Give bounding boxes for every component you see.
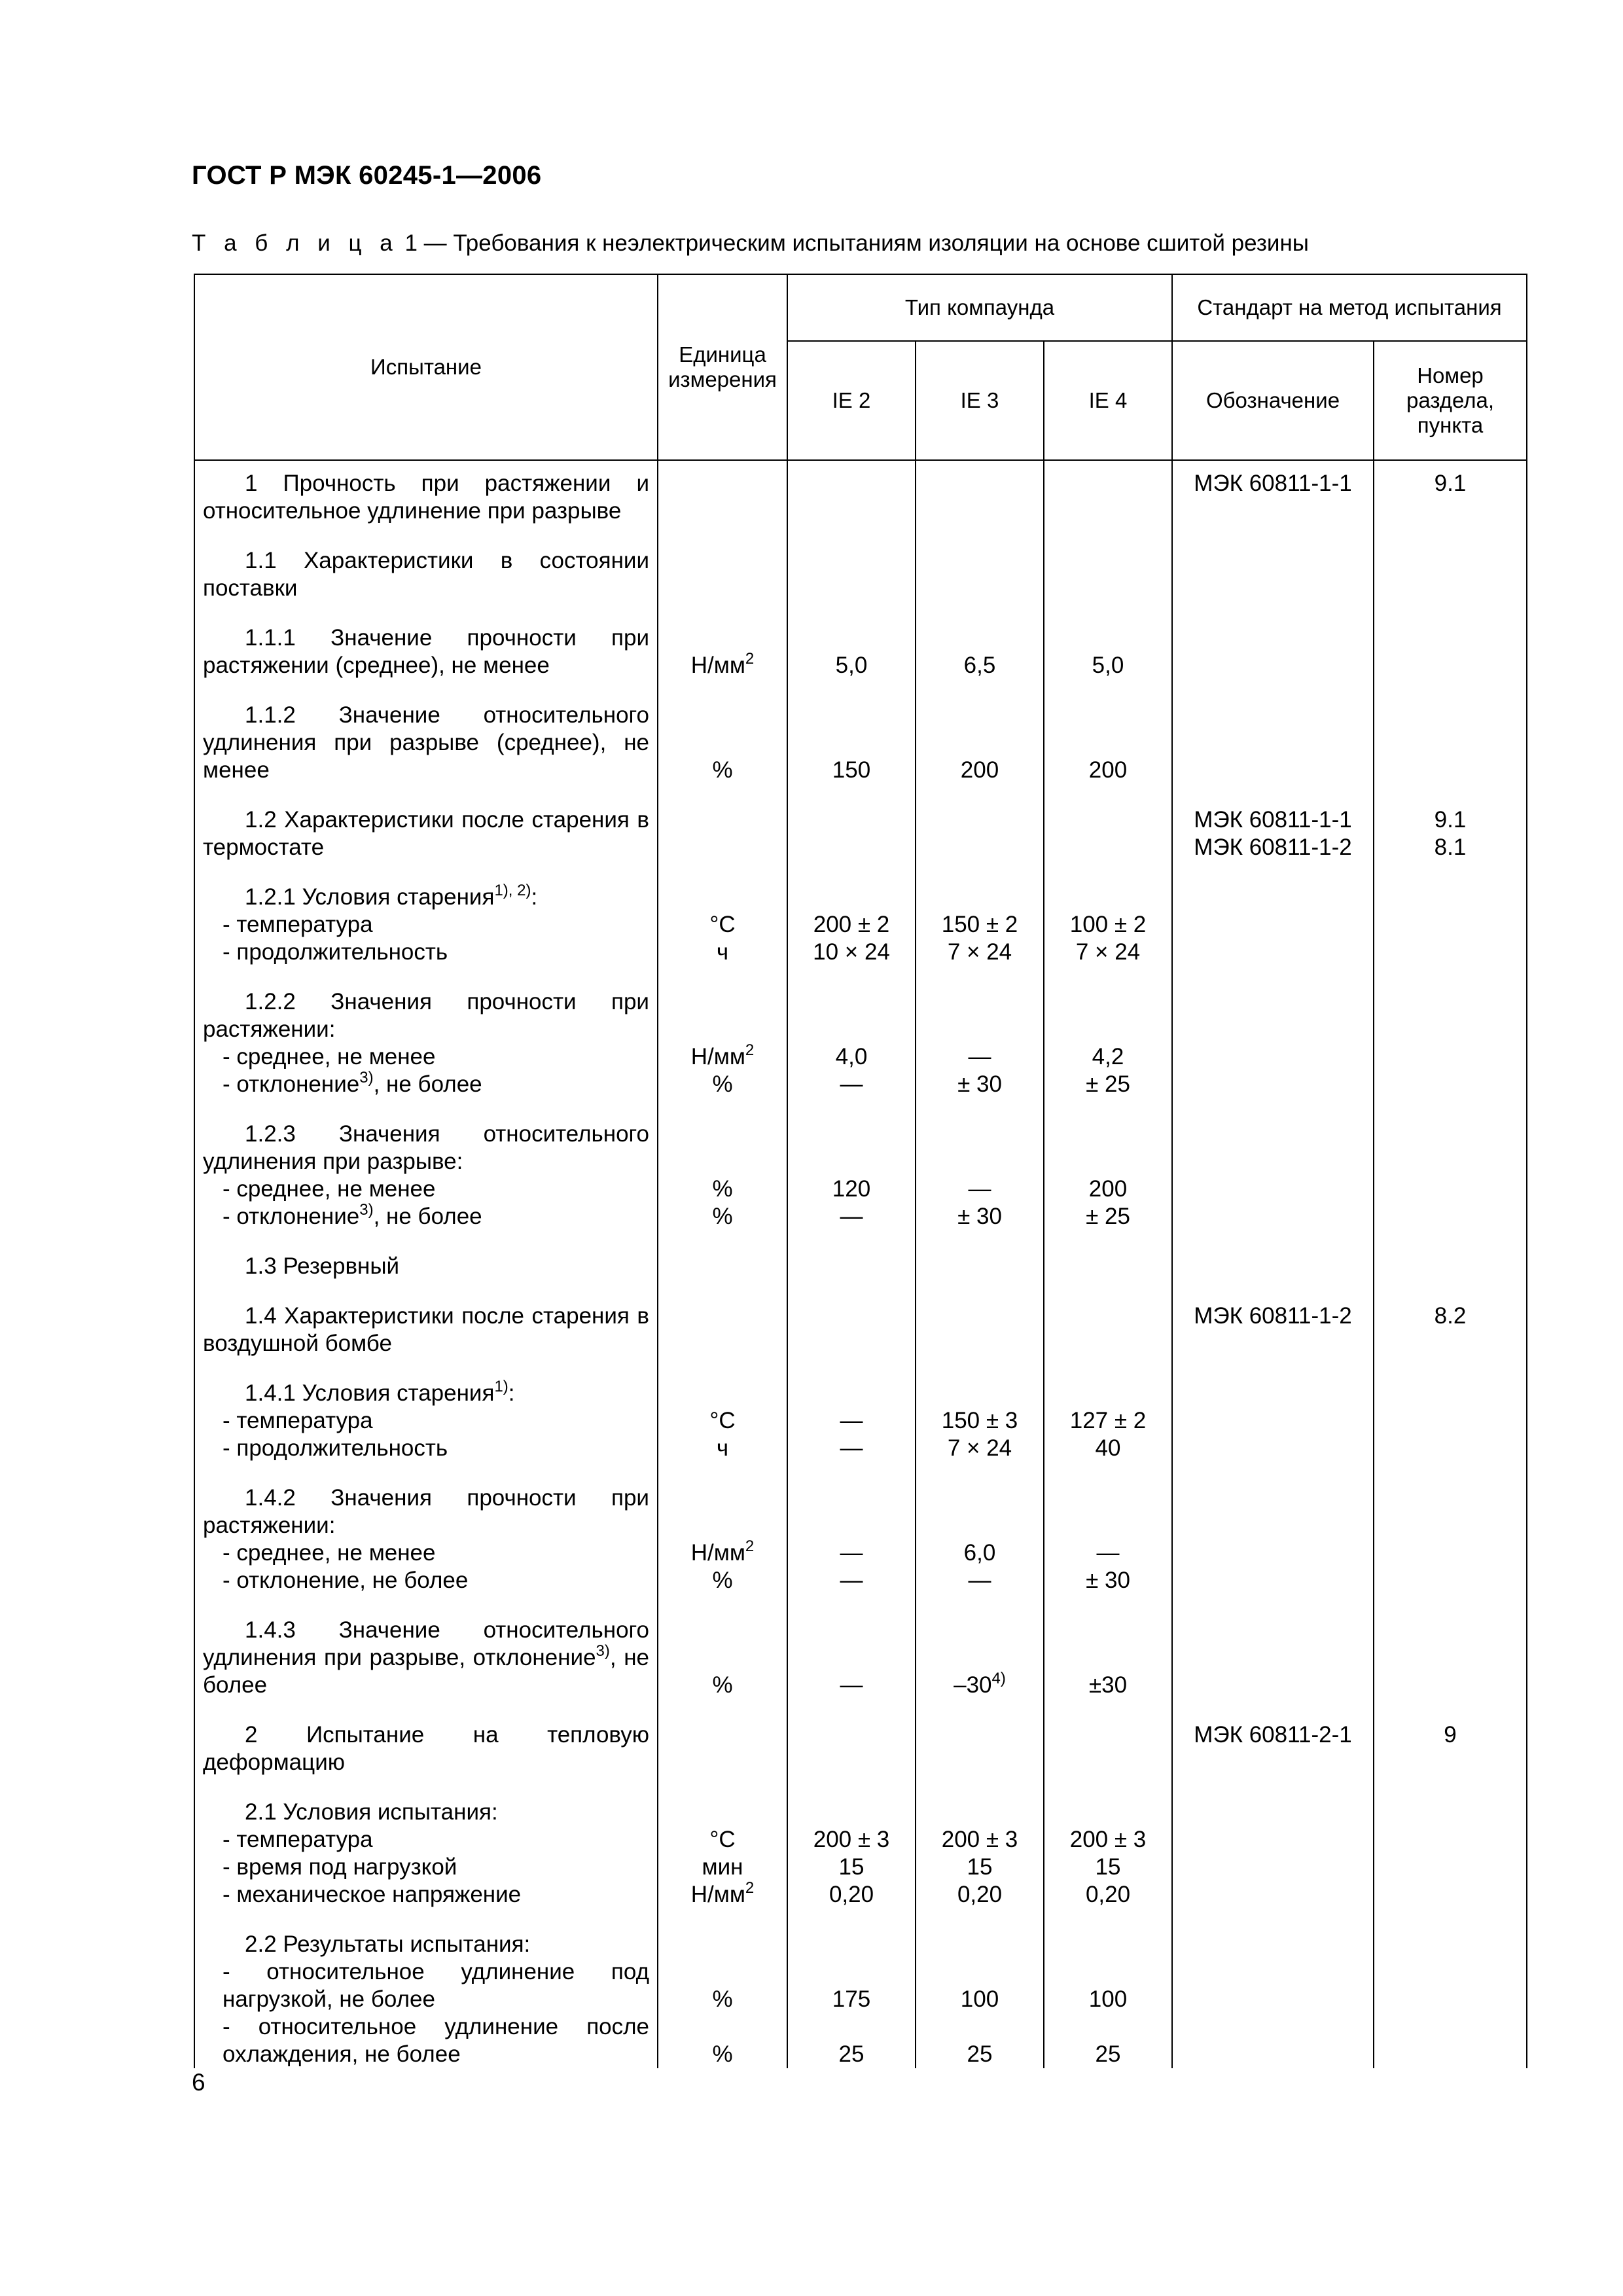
- table-row: 1 Прочность при растяжении и относительное удлинение при разрыве МЭК 60811-1-1 9.1: [194, 460, 1527, 525]
- table-caption-prefix: Т а б л и ц а: [192, 230, 399, 256]
- table-row: 1.2 Характеристики после старения в термостате МЭК 60811-1-1 МЭК 60811-1-2 9.1 8.1: [194, 784, 1527, 861]
- header-section: Номер раздела, пункта: [1374, 341, 1527, 460]
- header-ie4: IE 4: [1044, 341, 1172, 460]
- table-row: 2 Испытание на тепловую деформацию МЭК 60811-2-1 9: [194, 1699, 1527, 1776]
- table-caption: [192, 230, 1309, 257]
- table-row: 2.1 Условия испытания: - температура - время под нагрузкой - механическое напряжение °C мин $Н/мм^2$ 200 ± 3 15 0,20 200 ± 3 15 0,20 200 ± 3 15 0,20: [194, 1776, 1527, 1909]
- table-row: 1.3 Резервный: [194, 1230, 1527, 1280]
- document-header: ГОСТ Р МЭК 60245-1—2006: [192, 161, 542, 190]
- table-row: 1.1 Характеристики в состоянии поставки: [194, 525, 1527, 602]
- header-test: Испытание: [194, 274, 658, 460]
- table-row: 1.4.2 Значения прочности при растяжении: - среднее, не менее - отклонение, не более $Н/мм^2$ % — — 6,0 — — ± 30: [194, 1462, 1527, 1594]
- table-row: 1.4 Характеристики после старения в воздушной бомбе МЭК 60811-1-2 8.2: [194, 1280, 1527, 1357]
- table-row: 1.2.1 Условия старения$^{1), 2)}$: - температура - продолжительность °C ч 200 ± 2 10 × 24 150 ± 2 7 × 24 100 ± 2 7 × 24: [194, 861, 1527, 966]
- page-number: 6: [192, 2069, 205, 2096]
- table-row: 1.2.3 Значения относительного удлинения при разрыве: - среднее, не менее - отклонение$^{3)}$, не более % % 120 — — ± 30 200 ± 25: [194, 1098, 1527, 1230]
- table-caption-number: 1: [404, 230, 418, 256]
- header-standard: Стандарт на метод испытания: [1172, 274, 1527, 341]
- table-row: 1.4.3 Значение относительного удлинения при разрыве, отклонение$^{3)}$, не более % — –30$^{4)}$ ±30: [194, 1594, 1527, 1699]
- header-compound-type: Тип компаунда: [787, 274, 1172, 341]
- header-ie3: IE 3: [916, 341, 1044, 460]
- table-row: 1.1.2 Значение относительного удлинения при разрыве (среднее), не менее % 150 200 200: [194, 679, 1527, 784]
- header-designation: Обозначение: [1172, 341, 1374, 460]
- table-row: 2.2 Результаты испытания: - относительное удлинение под нагрузкой, не более - относительное удлинение после охлаждения, не более % % 175 25 100 25 100 25: [194, 1909, 1527, 2068]
- table-row: 1.4.1 Условия старения$^{1)}$: - температура - продолжительность °C ч — — 150 ± 3 7 × 24 127 ± 2 40: [194, 1357, 1527, 1462]
- header-ie2: IE 2: [787, 341, 916, 460]
- header-unit: Единица измерения: [658, 274, 787, 460]
- table-row: 1.1.1 Значение прочности при растяжении (среднее), не менее $Н/мм^2$ 5,0 6,5 5,0: [194, 602, 1527, 679]
- requirements-table: [194, 274, 1527, 2068]
- table-caption-text: — Требования к неэлектрическим испытаниям изоляции на основе сшитой резины: [417, 230, 1309, 256]
- table-row: 1.2.2 Значения прочности при растяжении: - среднее, не менее - отклонение$^{3)}$, не более $Н/мм^2$ % 4,0 — — ± 30 4,2 ± 25: [194, 966, 1527, 1098]
